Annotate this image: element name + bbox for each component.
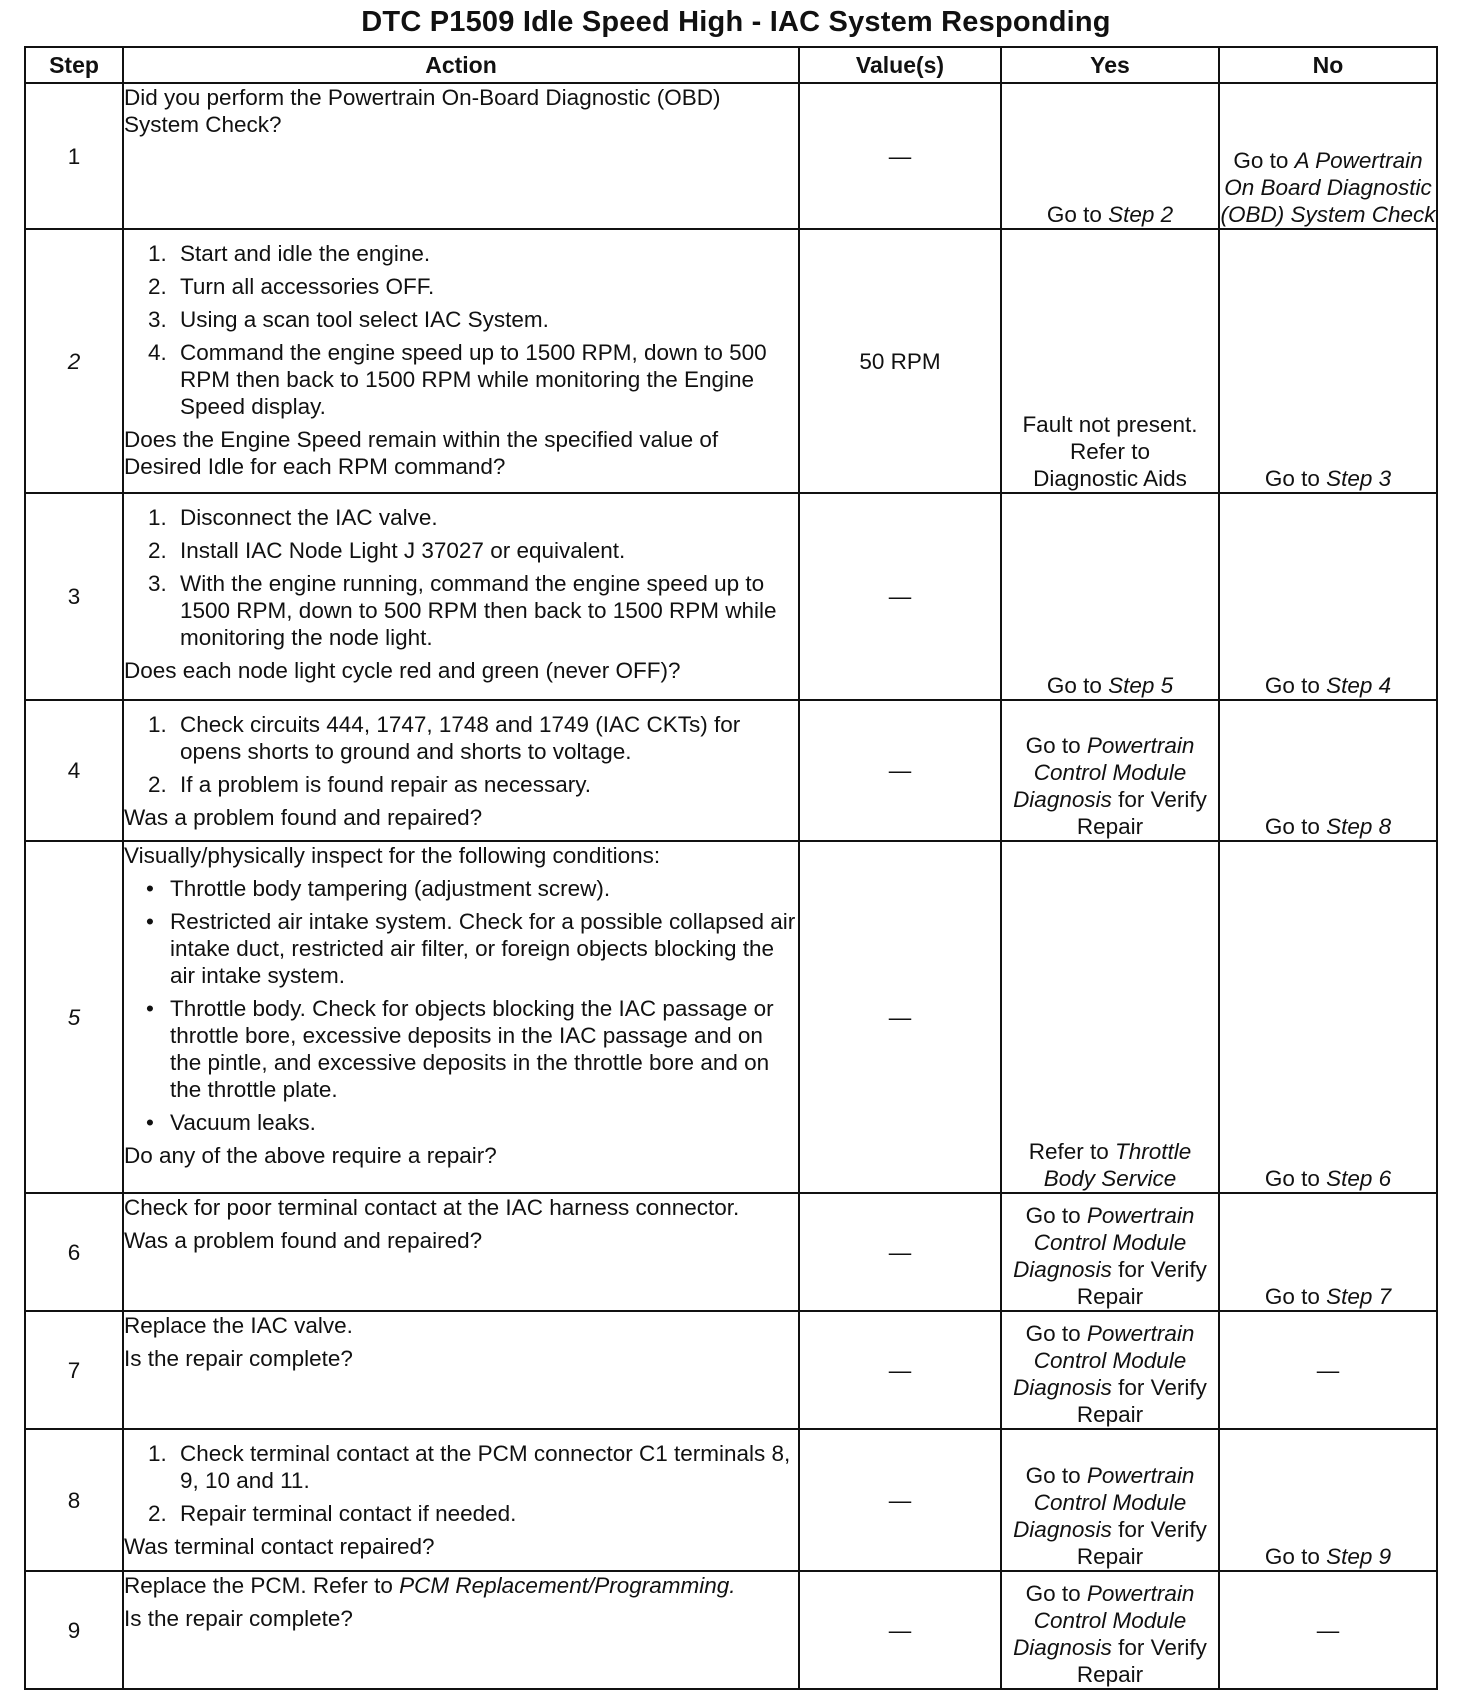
action-intro: Visually/physically inspect for the following conditions: [124,843,661,868]
yes-cell [1001,700,1219,841]
action-cell [123,1311,799,1429]
action-bullets [124,875,798,1136]
list-item: 3. Using a scan tool select IAC System. [148,307,549,332]
value-cell: 50 RPM [799,229,1001,493]
action-link[interactable]: PCM Replacement/Programming. [399,1573,736,1598]
step-number: 3 [25,493,123,700]
list-item: • Throttle body. Check for objects blocking the IAC passage or throttle bore, excessive deposits in the IAC passage and on the pintle, and excessive deposits in the throttle bore and on the throttle plate. [146,996,774,1102]
table-row [25,1193,1437,1311]
no-cell [1219,1193,1437,1311]
action-question: Is the repair complete? [124,1606,353,1631]
table-row [25,83,1437,229]
action-question: Was a problem found and repaired? [124,1228,483,1253]
yes-line: Fault not present. [1022,412,1198,437]
no-cell [1219,493,1437,700]
no-prefix: Go to [1233,148,1289,173]
action-prefix: Replace the PCM. Refer to [124,1573,393,1598]
table-row [25,493,1437,700]
yes-prefix: Refer to [1028,1139,1109,1164]
value-cell: — [799,841,1001,1193]
header-yes: Yes [1001,47,1219,83]
list-item: 3. With the engine running, command the engine speed up to 1500 RPM, down to 500 RPM then back to 1500 RPM while monitoring the node light. [148,571,777,650]
yes-suffix: for Verify Repair [1076,787,1207,839]
action-question: Do any of the above require a repair? [124,1143,497,1168]
no-link[interactable]: A Powertrain On Board Diagnostic (OBD) System Check [1220,148,1436,227]
yes-cell [1001,1571,1219,1689]
action-steps [124,1440,798,1527]
step-number: 7 [25,1311,123,1429]
table-row [25,229,1437,493]
yes-prefix: Go to [1025,1463,1081,1488]
yes-suffix: for Verify Repair [1076,1375,1207,1427]
list-item: • Throttle body tampering (adjustment screw). [146,876,611,901]
header-values: Value(s) [799,47,1001,83]
list-item: 1. Check circuits 444, 1747, 1748 and 1749 (IAC CKTs) for opens shorts to ground and shorts to voltage. [148,712,741,764]
no-prefix: Go to [1264,814,1320,839]
value-cell: — [799,1571,1001,1689]
list-item: 1. Start and idle the engine. [148,241,431,266]
table-row [25,1429,1437,1571]
no-cell [1219,83,1437,229]
list-item: 4. Command the engine speed up to 1500 RPM, down to 500 RPM then back to 1500 RPM while monitoring the Engine Speed display. [148,340,767,419]
action-steps [124,504,798,651]
action-text: Did you perform the Powertrain On-Board Diagnostic (OBD) System Check? [124,85,721,137]
action-question: Does each node light cycle red and green (never OFF)? [124,658,681,683]
value-cell: — [799,1429,1001,1571]
yes-link[interactable]: Step 5 [1108,673,1174,698]
action-text: Check for poor terminal contact at the IAC harness connector. [124,1195,740,1220]
page-title: DTC P1509 Idle Speed High - IAC System Responding [361,6,1111,38]
yes-link[interactable]: Step 2 [1108,202,1174,227]
yes-link[interactable]: Powertrain Control Module Diagnosis [1013,1463,1195,1542]
yes-suffix: for Verify Repair [1076,1517,1207,1569]
yes-prefix: Go to [1046,673,1102,698]
table-row [25,700,1437,841]
action-cell [123,229,799,493]
table-row [25,841,1437,1193]
yes-prefix: Go to [1046,202,1102,227]
list-item: 2. If a problem is found repair as necessary. [148,772,592,797]
list-item: 2. Turn all accessories OFF. [148,274,435,299]
step-number: 9 [25,1571,123,1689]
action-text [124,1572,798,1599]
header-no: No [1219,47,1437,83]
yes-suffix: for Verify Repair [1076,1257,1207,1309]
no-cell [1219,841,1437,1193]
value-cell: — [799,1311,1001,1429]
action-steps [124,711,798,798]
step-number: 8 [25,1429,123,1571]
no-link[interactable]: Step 8 [1326,814,1392,839]
action-question: Does the Engine Speed remain within the specified value of Desired Idle for each RPM command? [124,427,719,479]
yes-cell [1001,1429,1219,1571]
action-cell [123,841,799,1193]
action-cell [123,1571,799,1689]
list-item: 1. Check terminal contact at the PCM connector C1 terminals 8, 9, 10 and 11. [148,1441,791,1493]
list-item: 1. Disconnect the IAC valve. [148,505,438,530]
yes-cell [1001,1311,1219,1429]
yes-cell [1001,1193,1219,1311]
value-cell: — [799,83,1001,229]
yes-prefix: Go to [1025,1203,1081,1228]
no-cell [1219,1429,1437,1571]
action-text: Replace the IAC valve. [124,1313,353,1338]
yes-link[interactable]: Powertrain Control Module Diagnosis [1013,1203,1195,1282]
value-cell: — [799,493,1001,700]
yes-prefix: Go to [1025,1581,1081,1606]
yes-link[interactable]: Powertrain Control Module Diagnosis [1013,1581,1195,1660]
yes-link[interactable]: Powertrain Control Module Diagnosis [1013,1321,1195,1400]
header-row [25,47,1437,83]
no-cell: — [1219,1571,1437,1689]
action-cell [123,700,799,841]
step-number: 5 [25,841,123,1193]
no-cell: — [1219,1311,1437,1429]
no-link[interactable]: Step 4 [1326,673,1392,698]
yes-cell [1001,229,1219,493]
yes-link[interactable]: Throttle Body Service [1043,1139,1192,1191]
step-number: 6 [25,1193,123,1311]
yes-link[interactable]: Powertrain Control Module Diagnosis [1013,733,1195,812]
action-cell [123,1193,799,1311]
action-question: Is the repair complete? [124,1346,353,1371]
action-cell [123,83,799,229]
table-row [25,1571,1437,1689]
yes-cell [1001,83,1219,229]
table-row [25,1311,1437,1429]
action-cell [123,1429,799,1571]
no-link[interactable]: Step 7 [1326,1284,1392,1309]
yes-cell [1001,841,1219,1193]
no-prefix: Go to [1264,1166,1320,1191]
action-question: Was terminal contact repaired? [124,1534,435,1559]
yes-line[interactable]: Diagnostic Aids [1033,466,1187,491]
step-number: 1 [25,83,123,229]
step-number: 2 [25,229,123,493]
no-link[interactable]: Step 9 [1326,1544,1392,1569]
no-link[interactable]: Step 6 [1326,1166,1392,1191]
no-prefix: Go to [1264,673,1320,698]
no-prefix: Go to [1264,1284,1320,1309]
no-prefix: Go to [1264,1544,1320,1569]
diagnostic-table [24,46,1438,1690]
action-cell [123,493,799,700]
yes-suffix: for Verify Repair [1076,1635,1207,1687]
no-cell [1219,229,1437,493]
header-step: Step [25,47,123,83]
no-prefix: Go to [1264,466,1320,491]
yes-prefix: Go to [1025,733,1081,758]
yes-cell [1001,493,1219,700]
list-item: • Vacuum leaks. [146,1110,316,1135]
action-steps [124,240,798,420]
value-cell: — [799,1193,1001,1311]
header-action: Action [123,47,799,83]
yes-line: Refer to [1069,439,1151,464]
action-question: Was a problem found and repaired? [124,805,483,830]
value-cell: — [799,700,1001,841]
list-item: • Restricted air intake system. Check for a possible collapsed air intake duct, restricted air filter, or foreign objects blocking the air intake system. [146,909,796,988]
no-cell [1219,700,1437,841]
list-item: 2. Install IAC Node Light J 37027 or equivalent. [148,538,626,563]
no-link[interactable]: Step 3 [1326,466,1392,491]
step-number: 4 [25,700,123,841]
list-item: 2. Repair terminal contact if needed. [148,1501,517,1526]
yes-prefix: Go to [1025,1321,1081,1346]
